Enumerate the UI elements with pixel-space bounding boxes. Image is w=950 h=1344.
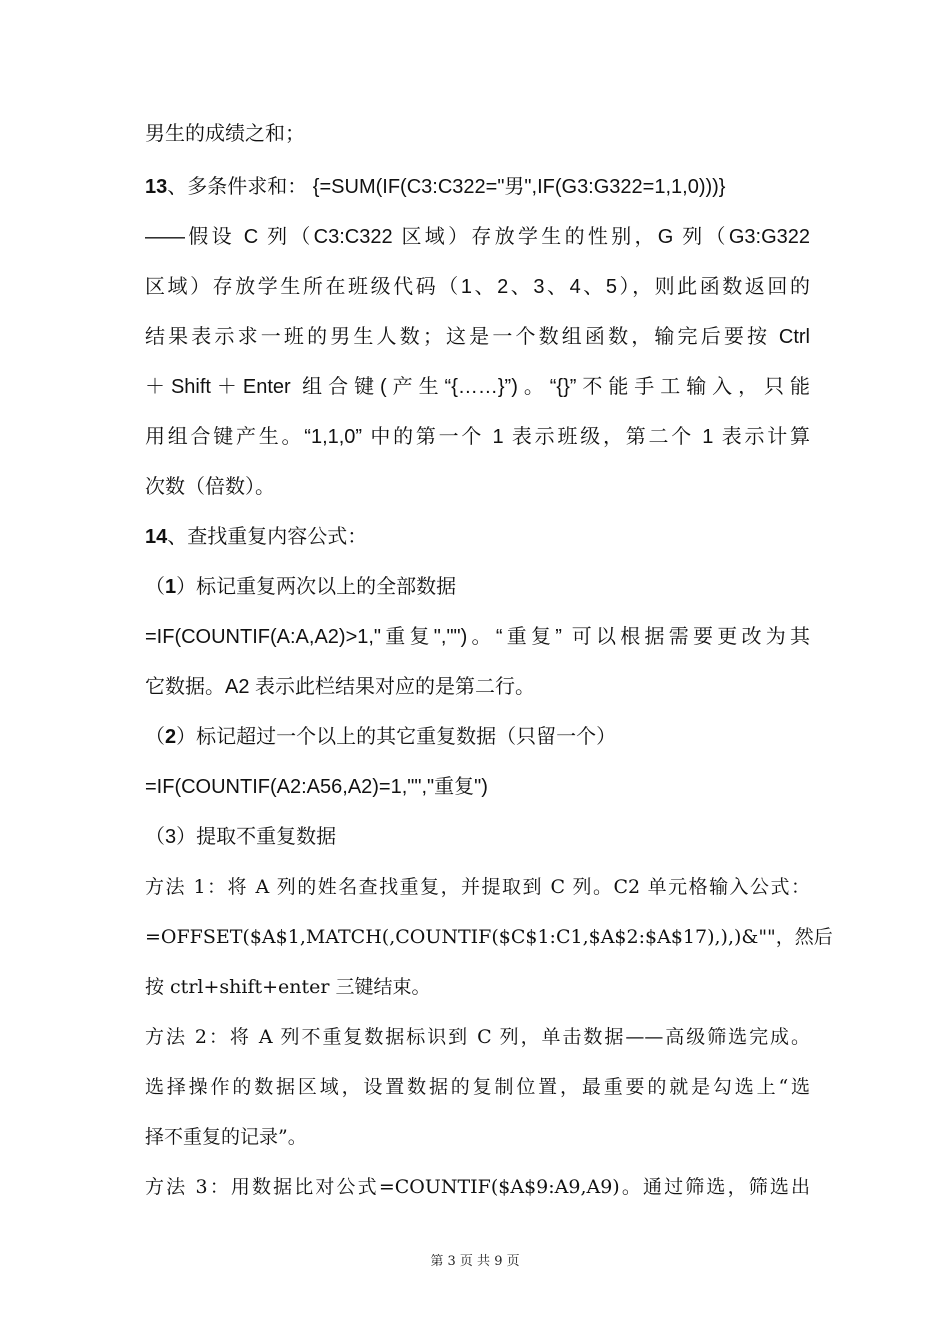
formula-line: =IF(COUNTIF(A2:A56,A2)=1,"","重复"): [145, 776, 488, 798]
page-footer: 第 3 页 共 9 页: [430, 1254, 520, 1269]
text-line: ＋Shift＋Enter 组合键(产生“{……}”)。“{}”不能手工输入，只能: [145, 376, 810, 398]
text-line: 用组合键产生。“1,1,0” 中的第一个 1 表示班级，第二个 1 表示计算: [145, 426, 810, 448]
text-line: 结果表示求一班的男生人数；这是一个数组函数，输完后要按 Ctrl: [145, 326, 810, 348]
method-3-line: 方法 3：用数据比对公式=COUNTIF($A$9:A9,A9)。通过筛选，筛选出: [145, 1176, 810, 1198]
method-2-line: 方法 2：将 A 列不重复数据标识到 C 列，单击数据——高级筛选完成。: [145, 1026, 810, 1048]
subheading-1: [145, 574, 810, 600]
text-line: 选择操作的数据区域，设置数据的复制位置，最重要的就是勾选上“选: [145, 1076, 810, 1098]
paren: （: [145, 576, 165, 598]
section-heading-14: [145, 524, 810, 550]
text-line: ——假设 C 列（C3:C322 区域）存放学生的性别，G 列（G3:G322: [145, 226, 810, 248]
sub-title: ）标记重复两次以上的全部数据: [176, 576, 457, 598]
formula-line: =OFFSET($A$1,MATCH(,COUNTIF($C$1:C1,$A$2:$A$17),),)&""，然后: [145, 926, 833, 948]
section-number: 13: [145, 176, 168, 198]
text-line: 它数据。A2 表示此栏结果对应的是第二行。: [145, 676, 536, 698]
subheading-2: [145, 724, 810, 750]
section-heading-13: [145, 174, 810, 200]
sub-number: 2: [165, 726, 177, 748]
sub-title: ）标记超过一个以上的其它重复数据（只留一个）: [176, 726, 617, 748]
method-1-line: 方法 1：将 A 列的姓名查找重复，并提取到 C 列。C2 单元格输入公式：: [145, 876, 810, 898]
paren: （: [145, 726, 165, 748]
section-number: 14: [145, 526, 168, 548]
text-line: 区域）存放学生所在班级代码（1、2、3、4、5），则此函数返回的: [145, 276, 810, 298]
section-title: 、多条件求和： {=SUM(IF(C3:C322="男",IF(G3:G322=1,1,0)))}: [167, 176, 726, 198]
sub-number: 1: [165, 576, 177, 598]
text-line: 次数（倍数）。: [145, 476, 275, 498]
text-line: 按 ctrl+shift+enter 三键结束。: [145, 976, 431, 998]
subheading-3: （3）提取不重复数据: [145, 826, 337, 848]
text-line: 男生的成绩之和；: [145, 123, 305, 145]
text-line: 择不重复的记录”。: [145, 1126, 307, 1148]
section-title: 、查找重复内容公式：: [167, 526, 368, 548]
formula-line: =IF(COUNTIF(A:A,A2)>1,"重复","")。“重复” 可以根据需要更改为其: [145, 626, 810, 648]
